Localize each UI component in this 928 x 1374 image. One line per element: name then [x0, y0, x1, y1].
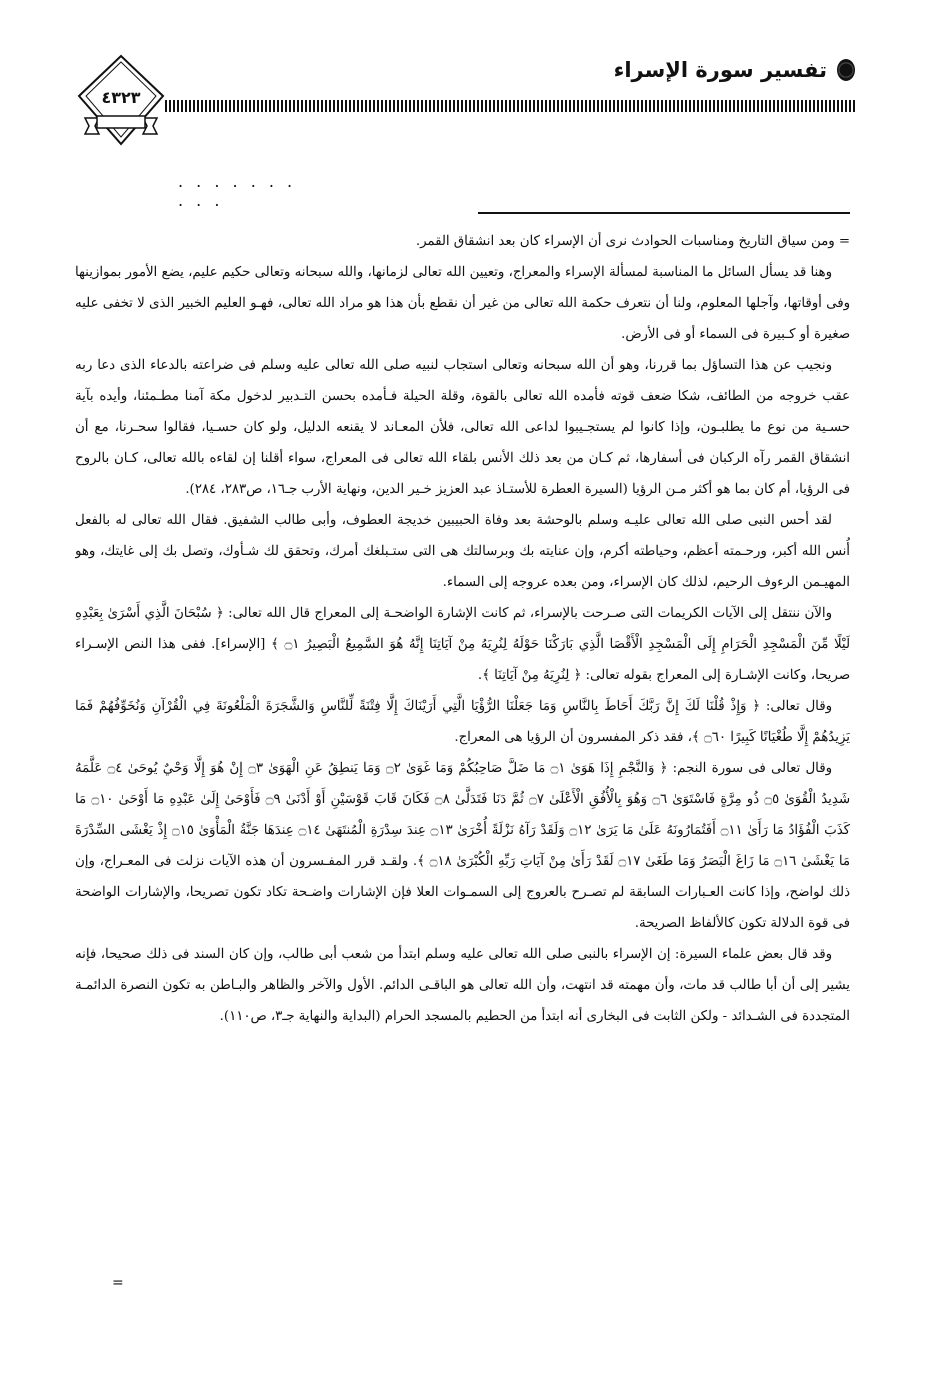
- paragraph: وقال تعالى: ﴿ وَإِذْ قُلْنَا لَكَ إِنَّ رَبَّكَ أَحَاطَ بِالنَّاسِ وَمَا جَعَلْنَا الرُّؤْيَا الَّتِي أَرَيْنَاكَ إِلَّا فِتْنَةً لِّلنَّاسِ وَالشَّجَرَةَ الْمَلْعُونَةَ فِي الْقُرْآنِ وَنُخَوِّفُهُمْ فَمَا يَزِيدُهُمْ إِلَّا طُغْيَانًا كَبِيرًا ۝٦٠ ﴾، فقد ذكر المفسرون أن الرؤيا هى المعراج.: [75, 699, 850, 745]
- continuation-mark: =: [112, 1275, 124, 1291]
- section-separator: . . . . . . . . . .: [178, 172, 297, 210]
- page-number: ٤٣٢٣: [101, 88, 141, 107]
- paragraph: = ومن سياق التاريخ ومناسبات الحوادث نرى أن الإسراء كان بعد انشقاق القمر.: [415, 234, 850, 249]
- paragraph: والآن ننتقل إلى الآيات الكريمات التى صـرحت بالإسراء، ثم كانت الإشارة الواضحـة إلى المعراج قال الله تعالى: ﴿ سُبْحَانَ الَّذِي أَسْرَىٰ بِعَبْدِهِ لَيْلًا مِّنَ الْمَسْجِدِ الْحَرَامِ إِلَى الْمَسْجِدِ الْأَقْصَا الَّذِي بَارَكْنَا حَوْلَهُ لِنُرِيَهُ مِنْ آيَاتِنَا إِنَّهُ هُوَ السَّمِيعُ الْبَصِيرُ ۝١ ﴾ [الإسراء]. ففى هذا النص الإسـراء صريحا، وكانت الإشـارة إلى المعراج بقوله تعالى: ﴿ لِنُرِيَهُ مِنْ آيَاتِنَا ﴾.: [75, 606, 850, 683]
- ornament-icon: [837, 59, 855, 81]
- page-number-badge: [75, 52, 167, 148]
- paragraph: وهنا قد يسأل السائل ما المناسبة لمسألة الإسراء والمعراج، وتعيين الله تعالى لزمانها، والله سبحانه وتعالى حكيم عليم، يضع الأمور بموازينها وفى أوقاتها، وآجلها المعلوم، ولنا أن نتعرف حكمة الله تعالى من غير أن نقطع بأن هذا هو مراد الله تعالى، فهـو العليم الخبير الذى لا تخفى عليه صغيرة أو كـبيرة فى السماء أو فى الأرض.: [75, 265, 850, 342]
- page-title: تفسير سورة الإسراء: [613, 58, 827, 82]
- header-rule: [165, 100, 855, 112]
- running-title: [614, 58, 855, 82]
- paragraph: وقد قال بعض علماء السيرة: إن الإسراء بالنبى صلى الله تعالى عليه وسلم ابتدأ من شعب أبى طالب، وإن كان السند فى ذلك صحيحا، فإنه يشير إلى أن أبا طالب قد مات، وأن مهمته قد انتهت، وأن الله تعالى هو الباقـى الدائم. الأول والآخر والظاهر والبـاطن به تكون النصرة الدائمـة المتجددة فى الشـدائد - ولكن الثابت فى البخارى أنه ابتدأ من الحطيم بالمسجد الحرام (البداية والنهاية جـ٣، ص١١٠).: [75, 947, 850, 1024]
- paragraph: وقال تعالى فى سورة النجم: ﴿ وَالنَّجْمِ إِذَا هَوَىٰ ۝١ مَا ضَلَّ صَاحِبُكُمْ وَمَا غَوَىٰ ۝٢ وَمَا يَنطِقُ عَنِ الْهَوَىٰ ۝٣ إِنْ هُوَ إِلَّا وَحْيٌ يُوحَىٰ ۝٤ عَلَّمَهُ شَدِيدُ الْقُوَىٰ ۝٥ ذُو مِرَّةٍ فَاسْتَوَىٰ ۝٦ وَهُوَ بِالْأُفُقِ الْأَعْلَىٰ ۝٧ ثُمَّ دَنَا فَتَدَلَّىٰ ۝٨ فَكَانَ قَابَ قَوْسَيْنِ أَوْ أَدْنَىٰ ۝٩ فَأَوْحَىٰ إِلَىٰ عَبْدِهِ مَا أَوْحَىٰ ۝١٠ مَا كَذَبَ الْفُؤَادُ مَا رَأَىٰ ۝١١ أَفَتُمَارُونَهُ عَلَىٰ مَا يَرَىٰ ۝١٢ وَلَقَدْ رَآهُ نَزْلَةً أُخْرَىٰ ۝١٣ عِندَ سِدْرَةِ الْمُنتَهَىٰ ۝١٤ عِندَهَا جَنَّةُ الْمَأْوَىٰ ۝١٥ إِذْ يَغْشَى السِّدْرَةَ مَا يَغْشَىٰ ۝١٦ مَا زَاغَ الْبَصَرُ وَمَا طَغَىٰ ۝١٧ لَقَدْ رَأَىٰ مِنْ آيَاتِ رَبِّهِ الْكُبْرَىٰ ۝١٨ ﴾. ولقـد قرر المفـسرون أن هذه الآيات نزلت فى المعـراج، وإن ذلك لواضح، وإذا كانت العـبارات السابقة لم تصـرح بالعروج إلى السمـوات العلا فإن الإشارات واضـحة تكاد تكون تصريحا، والإشارات الواضحة فى قوة الدلالة تكون كالألفاظ الصريحة.: [75, 761, 850, 931]
- page-header: [75, 52, 855, 152]
- body-text: [75, 226, 850, 1336]
- footnote-rule: [478, 212, 850, 214]
- paragraph: ونجيب عن هذا التساؤل بما قررنا، وهو أن الله سبحانه وتعالى استجاب لنبيه صلى الله تعالى عليه وسلم فى ضراعته بالدعاء الذى دعا ربه عقب خروجه من الطائف، شكا ضعف قوته فأمده الله تعالى بالقوة، وقلة الحيلة فـأمده بحسن التـدبير لدخول مكة آمنا مطـمئنا، وأيده بآية حسـية من نوع ما يطلبـون، وإذا كانوا لم يستجـيبوا لداعى الله تعالى، فلأن المعـاند لا يقنعه الدليل، ولو كان حسـيا، فقالوا سحـرنا، مع أن انشقاق القمر رآه الركبان فى أسفارها، ثم كـان من بعد ذلك الأنس بلقاء الله تعالى فى المعراج، سواء أقلنا إن لقاءه بالله تعالى، كـان بالروح فى الرؤيا، أم كان بما هو أكثر مـن الرؤيا (السيرة العطرة للأستـاذ عبد العزيز خـير الدين، ونهاية الأرب جـ١٦، ص٢٨٣، ٢٨٤).: [75, 358, 850, 497]
- paragraph: لقد أحس النبى صلى الله تعالى عليـه وسلم بالوحشة بعد وفاة الحبيبين خديجة العطوف، وأبى طالب الشفيق. فقال الله تعالى له بالفعل أُنس الله أكبر، ورحـمته أعظم، وحياطته أكرم، وإن عنايته بك وبرسالتك هى التى ستـبلغك أمرك، وتحقق لك شـأوك، وتصل بك إلى غايتك، وهو المهيـمن الرءوف الرحيم، لذلك كان الإسراء، ومن بعده عروجه إلى السماء.: [75, 513, 850, 590]
